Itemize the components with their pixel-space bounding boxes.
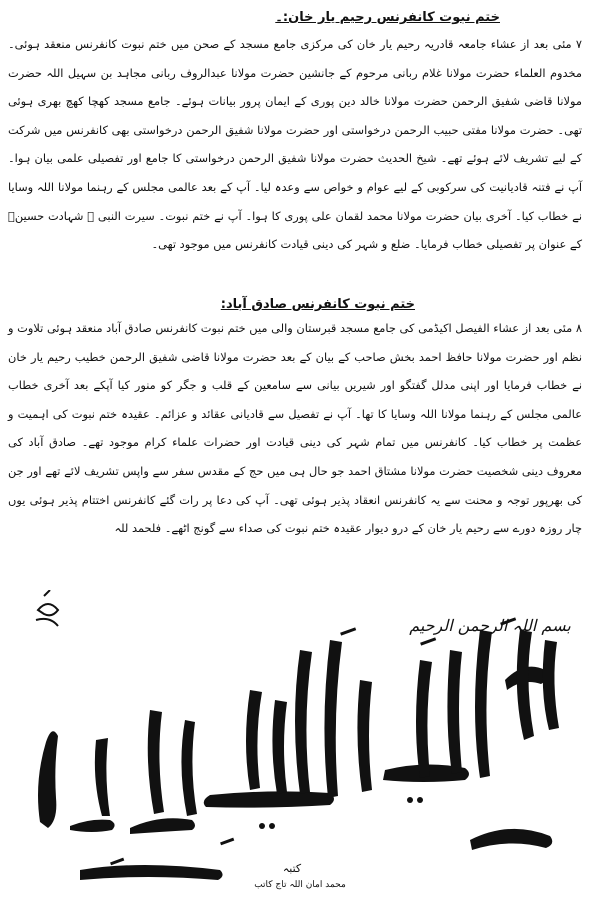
section-body-sadiq-abad: ۸ مئی بعد از عشاء الفیصل اکیڈمی کی جامع مسجد قبرستان والی میں ختم نبوت کانفرنس صادق آباد منعقد ہوئی تلاوت و نظم اور حضرت مولانا حافظ احمد بخش صاحب کے بیان کے بعد حضرت مولانا قاضی شفیق الرحمن خطیب رحیم یار خان نے خطاب فرمایا اور اپنی مدلل گفتگو اور شیریں بیانی سے سامعین کے قلب و جگر کو منور کیا آپکے بعد آخری خطاب عالمی مجلس کے رہنما مولانا اللہ وسایا کا تھا۔ آپ نے تفصیل سے قادیانی عقائد و عزائم۔ عقیدہ ختم نبوت کی اہمیت و عظمت پر خطاب کیا۔ کانفرنس میں تمام شہر کی دینی قیادت اور حضرات علماء کرام موجود تھے۔ صادق آباد کی معروف دینی شخصیت حضرت مولانا مشتاق احمد جو حال ہی میں حج کے مقدس سفر سے واپس تشریف لائے تھے اور جن کی بھرپور توجہ و محنت سے یہ کانفرنس انعقاد پذیر ہوئی تھی۔ آپ کی دعا پر رات گئے کانفرنس اختتام پذیر ہوئی یوں چار روزہ دورے سے رحیم یار خان کے درو دیوار عقیدہ ختم نبوت کی صداء سے گونج اٹھے۔ فلحمد للہ xyxy=(8,321,582,536)
calligrapher-name: محمد امان اللہ تاج کاتب xyxy=(254,880,346,890)
section-heading-sadiq-abad: ختم نبوت کانفرنس صادق آباد: xyxy=(220,297,415,312)
section-body-rahim-yar-khan: ۷ مئی بعد از عشاء جامعہ قادریہ رحیم یار خان کی مرکزی جامع مسجد کے صحن میں ختم نبوت کانفرنس منعقد ہوئی۔ مخدوم العلماء حضرت مولانا غلام ربانی مرحوم کے جانشین حضرت مولانا عبدالروف ربانی مجاہد بن سہیل اللہ حضرت مولانا قاضی شفیق الرحمن حضرت مولانا خالد دین پوری کے ایمان پرور بیانات ہوئے۔ جامع مسجد کھچا کھچ بھری ہوئی تھی۔ حضرت مولانا مفتی حبیب الرحمن درخواستی اور حضرت مولانا شفیق الرحمن درخواستی بھی کانفرنس میں شرکت کے لیے تشریف لائے ہوئے تھے۔ شیخ الحدیث حضرت مولانا شفیق الرحمن درخواستی کا جامع اور تفصیلی علمی بیان ہوا۔ آپ نے فتنہ قادیانیت کی سرکوبی کے لیے عوام و خواص سے وعدہ لیا۔ آپ کے بعد عالمی مجلس کے رہنما مولانا اللہ وسایا نے خطاب کیا۔ آخری بیان حضرت مولانا محمد لقمان علی پوری کا ہوا۔ آپ نے ختم نبوت۔ سیرت النبی ﷺ شہادت حسینؓ کے عنوان پر تفصیلی خطاب فرمایا۔ ضلع و شہر کی دینی قیادت کانفرنس میں موجود تھی۔ xyxy=(8,37,582,252)
calligraphy-signature-label: کتبہ xyxy=(282,862,302,875)
section-heading-rahim-yar-khan: ختم نبوت کانفرنس رحیم یار خان:۔ xyxy=(275,10,500,25)
bismillah-text: بسم اللہ الرحمن الرحیم xyxy=(409,616,571,635)
